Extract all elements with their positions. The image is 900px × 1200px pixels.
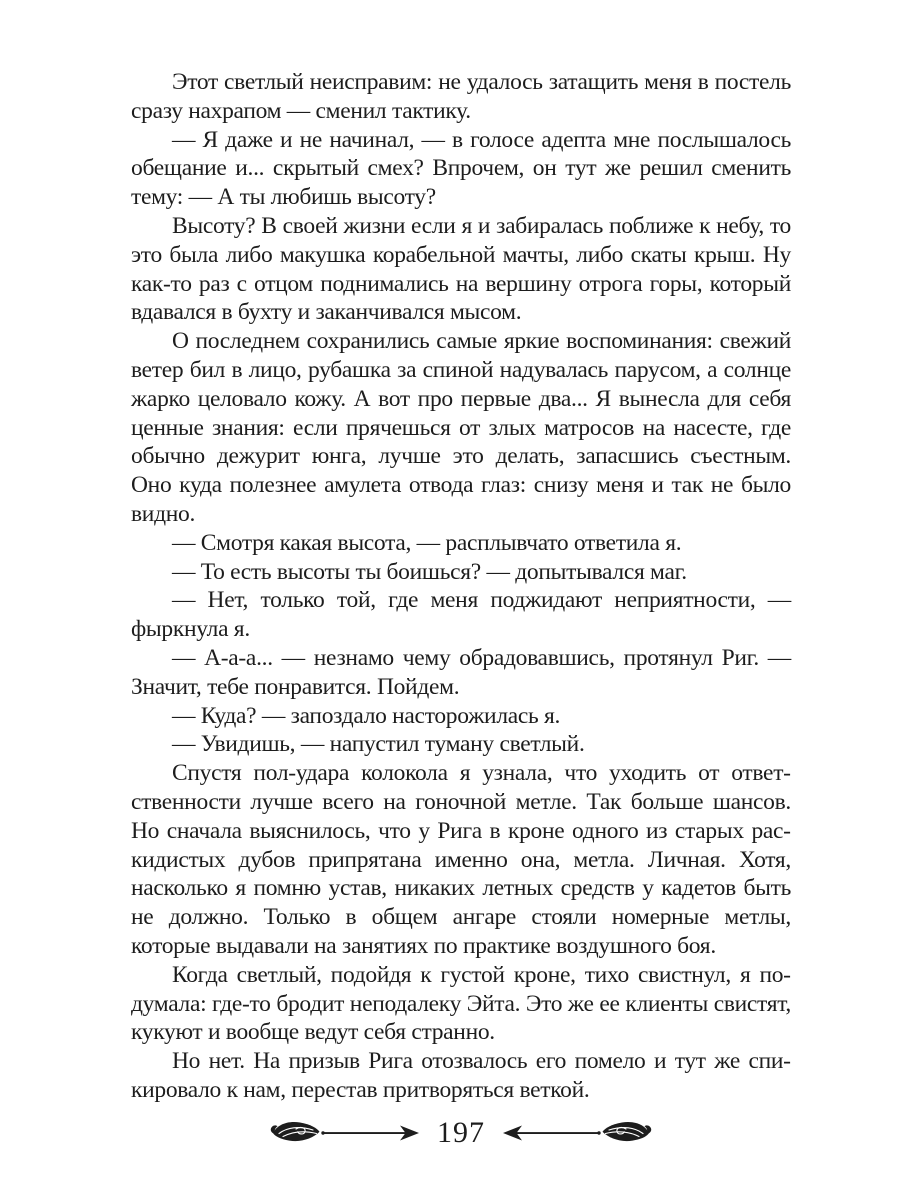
paragraph: — Увидишь, — напустил туману светлый. <box>172 731 585 758</box>
paragraph: — А-а-а... — незнамо чему обрадовавшись, протянул Риг. — Значит, тебе понравится. Пойдем. <box>131 644 791 700</box>
page-number: 197 <box>437 1115 485 1149</box>
paragraph: — Я даже и не начинал, — в голосе адепта мне послышалось обещание и... скрытый смех? Впрочем, он тут же решил сменить тему: — А ты любишь высоту? <box>131 126 791 211</box>
page-footer <box>131 1115 791 1149</box>
paragraph: — То есть высоты ты боишься? — допытывался маг. <box>172 558 687 585</box>
paragraph: Когда светлый, подойдя к густой кроне, тихо свистнул, я подумала: где-то бродит неподалеку Эйта. Это же ее клиенты свистят, кукуют и вообще ведут себя странно. <box>131 961 791 1046</box>
feather-arrow-left-icon <box>502 1118 654 1148</box>
paragraph: — Нет, только той, где меня поджидают неприятности, — фыркнула я. <box>131 587 791 643</box>
feather-arrow-right-icon <box>268 1118 420 1148</box>
text-block <box>131 68 791 1148</box>
paragraph: Спустя пол-удара колокола я узнала, что уходить от ответственности лучше всего на гоночной метле. Так больше шансов. Но сначала выяснилось, что у Рига в кроне одного из старых раскидистых дубов припрятана именно она, метла. Личная. Хотя, насколько я помню устав, никаких летных средств у кадетов быть не должно. Только в общем ангаре стояли номерные метлы, которые выдавали на занятиях по практике воздушного боя. <box>131 760 791 959</box>
paragraph: — Смотря какая высота, — расплывчато ответила я. <box>172 529 682 556</box>
paragraph: О последнем сохранились самые яркие воспоминания: свежий ветер бил в лицо, рубашка за спиной надувалась парусом, а солнце жарко целовало кожу. А вот про первые два... Я вынесла для себя ценные знания: если прячешься от злых матросов на насесте, где обычно дежурит юнга, лучше это делать, запасшись съестным. Оно куда полезнее амулета отвода глаз: снизу меня и так не было видно. <box>131 328 791 527</box>
paragraph: Но нет. На призыв Рига отозвалось его помело и тут же спикировало к нам, перестав притворяться веткой. <box>131 1048 791 1103</box>
paragraph: Высоту? В своей жизни если я и забиралась поближе к небу, то это была либо макушка корабельной мачты, либо скаты крыш. Ну как-то раз с отцом поднимались на вершину отрога горы, который вдавался в бухту и заканчивался мысом. <box>131 212 791 326</box>
paragraph: Этот светлый неисправим: не удалось затащить меня в постель сразу нахрапом — сменил тактику. <box>131 69 791 124</box>
paragraph: — Куда? — запоздало насторожилась я. <box>172 702 561 729</box>
